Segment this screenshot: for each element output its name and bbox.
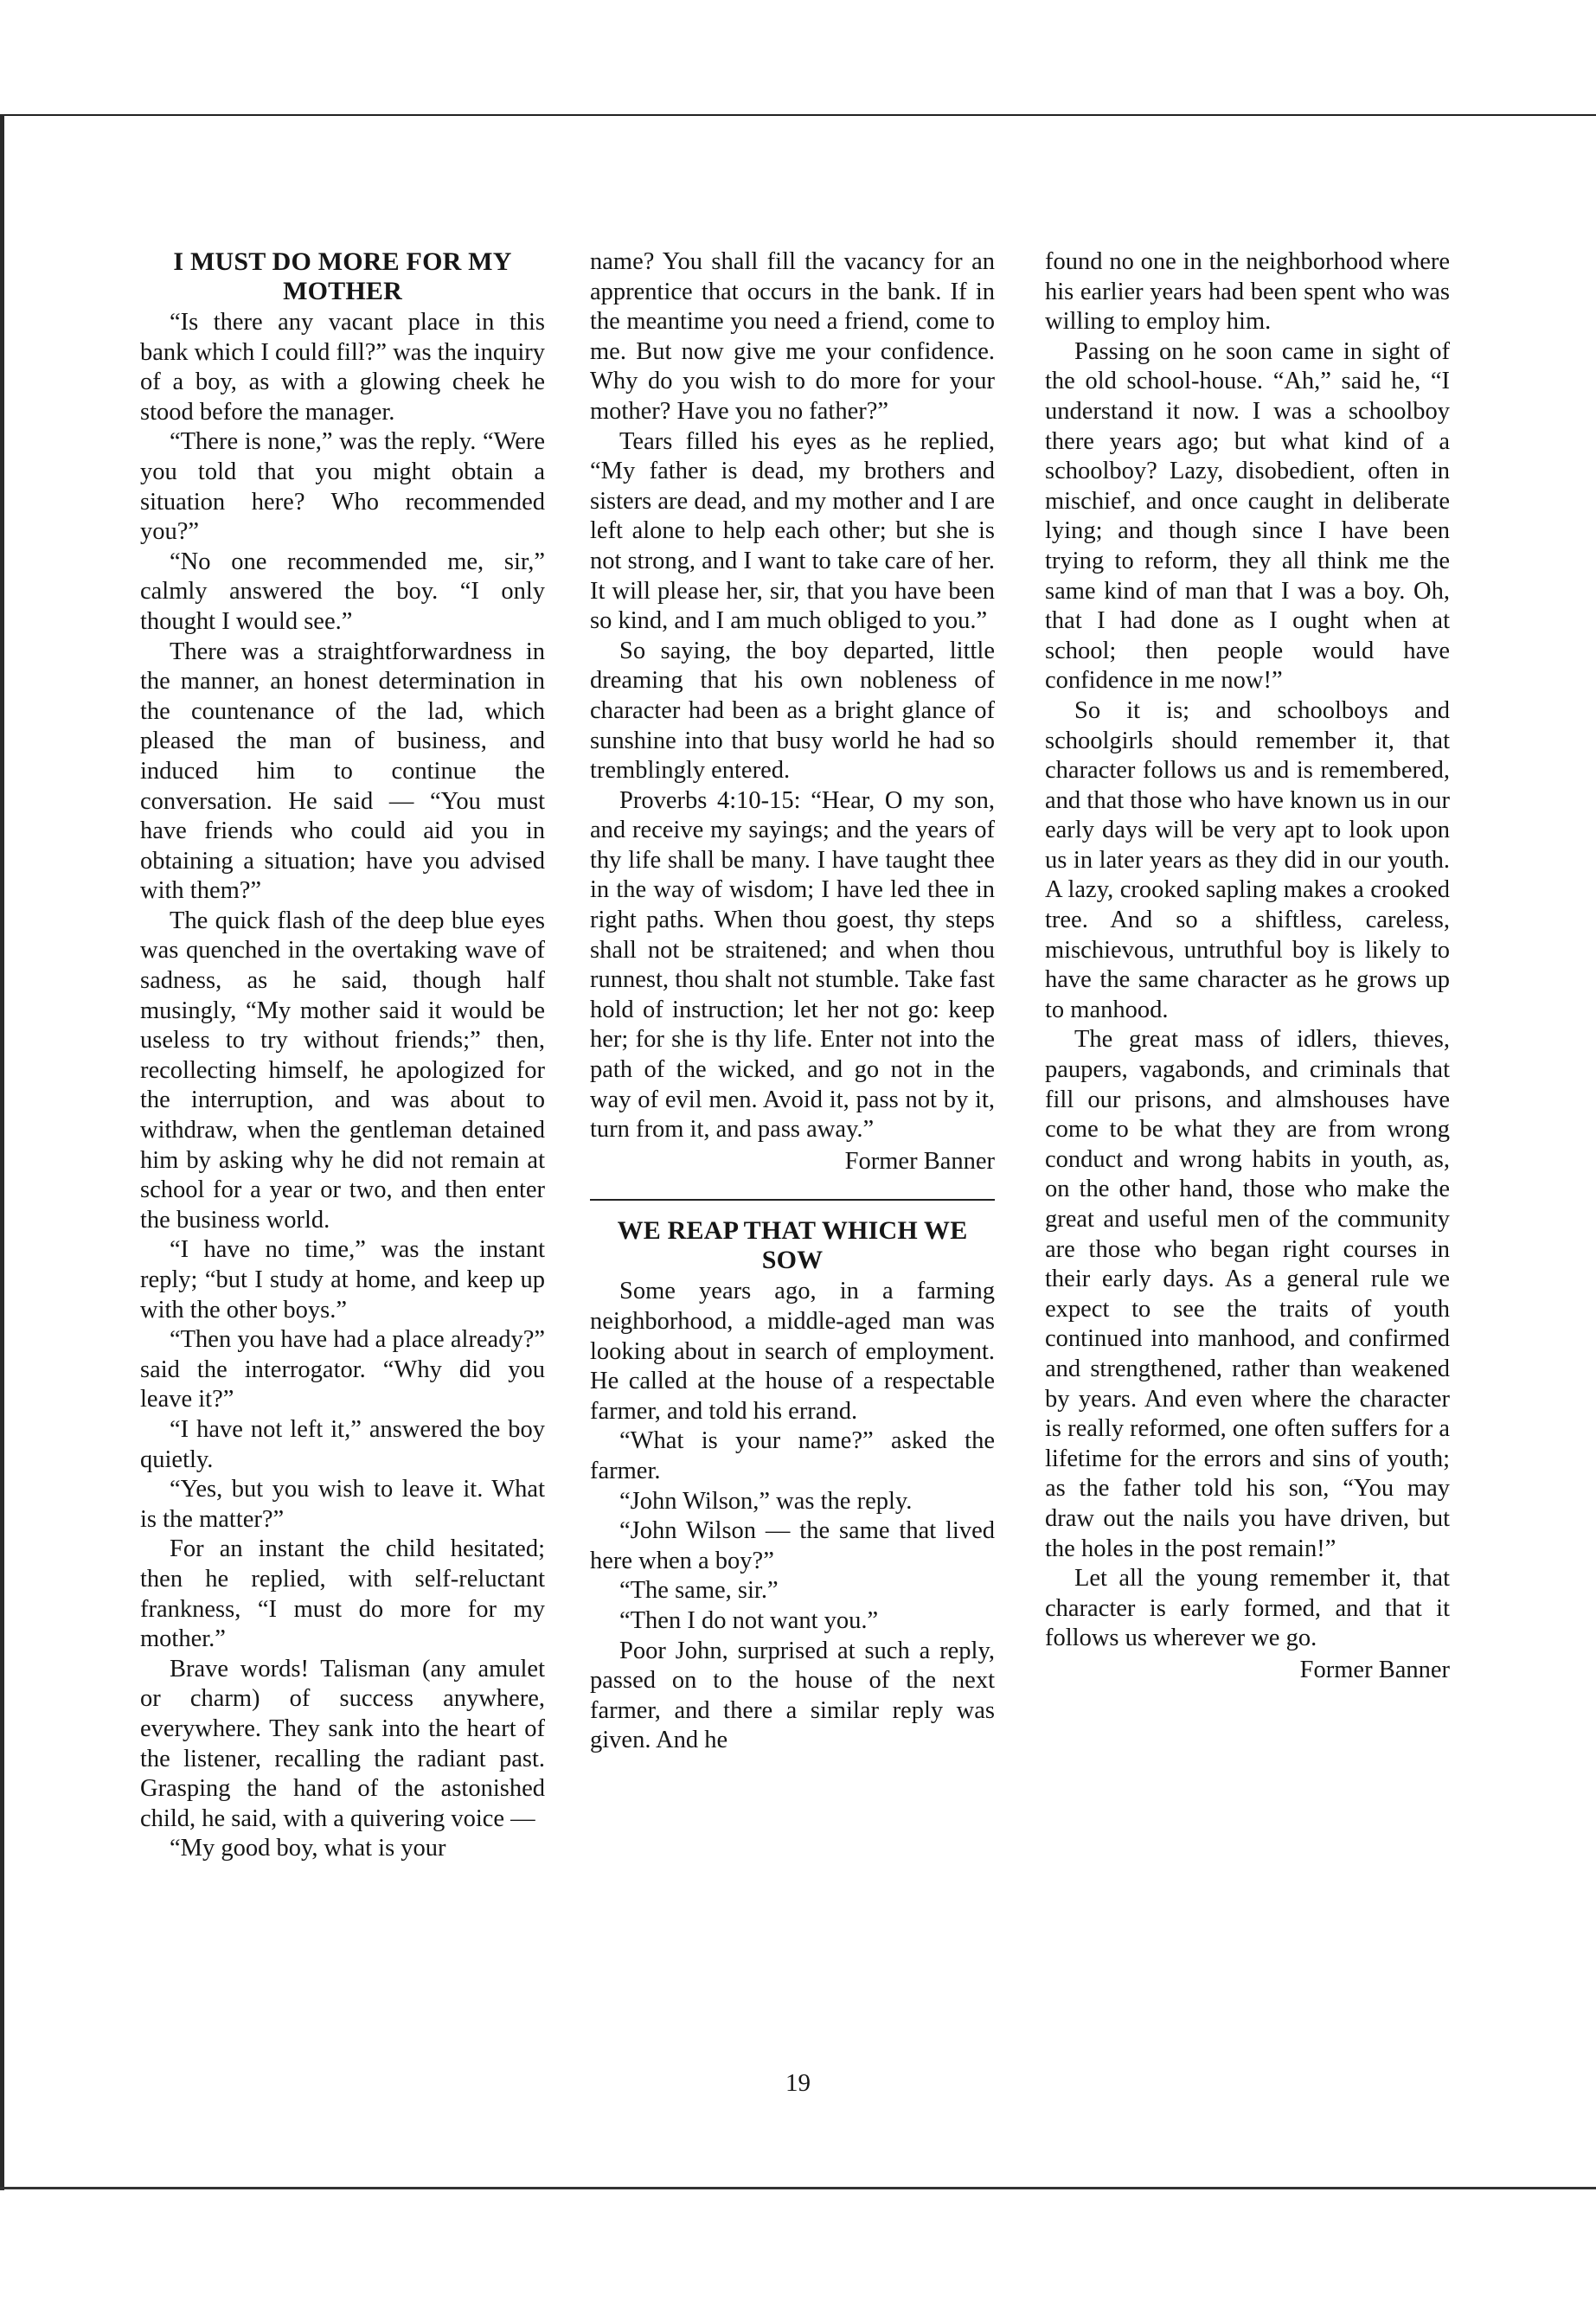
column-2 [590,247,995,1756]
paragraph: “What is your name?” asked the farmer. [590,1427,995,1484]
paragraph: The great mass of idlers, thieves, paupers, vagabonds, and criminals that fill our prisons, and almshouses have come to be what they are from wrong conduct and wrong habits in youth, as, on the other hand, those who make the great and useful men of the community are those who began right courses in their early days. As a general rule we expect to see the traits of youth continued into manhood, and confirmed and strengthened, rather than weakened by years. And even where the character is really reformed, one often suffers for a lifetime for the errors and sins of youth; as the father told his son, “You may draw out the nails you have driven, but the holes in the post remain!” [1045,1026,1450,1562]
paragraph: Brave words! Talisman (any amulet or charm) of success anywhere, everywhere. They sank into the heart of the listener, recalling the radiant past. Grasping the hand of the astonished child, he said, with a quivering voice — [140,1655,545,1832]
article-1-title: I MUST DO MORE FOR MY MOTHER [173,247,512,305]
paragraph: “There is none,” was the reply. “Were you told that you might obtain a situation here? Who recommended you?” [140,428,545,546]
page-number: 19 [785,2069,811,2097]
paragraph: name? You shall fill the vacancy for an apprentice that occurs in the bank. If in the meantime you need a friend, come to me. But now give me your confidence. Why do you wish to do more for your mother? Have you no father?” [590,248,995,425]
paragraph: “I have not left it,” answered the boy quietly. [140,1415,545,1473]
paragraph: “The same, sir.” [619,1577,779,1605]
paragraph: Passing on he soon came in sight of the old school-house. “Ah,” said he, “I understand it now. I was a schoolboy there years ago; but what kind of a schoolboy? Lazy, disobedient, often in mischief, and once caught in deliberate lying; and though since I have been trying to reform, they all think me the same kind of man that I was a boy. Oh, that I had done as I ought when at school; then people would have confidence in me now!” [1045,337,1450,695]
paragraph: “No one recommended me, sir,” calmly answered the boy. “I only thought I would see.” [140,548,545,635]
article-1-attribution: Former Banner [844,1147,995,1175]
paragraph: “Is there any vacant place in this bank which I could fill?” was the inquiry of a boy, as with a glowing cheek he stood before the manager. [140,309,545,426]
paragraph: So saying, the boy departed, little dreaming that his own nobleness of character had been as a bright glance of sunshine into that busy world he had so tremblingly entered. [590,637,995,785]
paragraph: “My good boy, what is your [170,1835,446,1862]
paragraph: The quick flash of the deep blue eyes was quenched in the overtaking wave of sadness, as he said, though half musingly, “My mother said it would be useless to try without friends;” then, recollecting himself, he apologized for the interruption, and was about to withdraw, when the gentleman detained him by asking why he did not remain at school for a year or two, and then enter the business world. [140,907,545,1234]
paragraph: Let all the young remember it, that character is early formed, and that it follows us wherever we go. [1045,1565,1450,1652]
paragraph: So it is; and schoolboys and schoolgirls should remember it, that character follows us and is remembered, and that those who have known us in our early days will be very apt to look upon us in later years as they did in our youth. A lazy, crooked sapling makes a crooked tree. And so a shiftless, careless, mischievous, untruthful boy is likely to have the same character as he grows up to manhood. [1045,696,1450,1023]
paragraph: found no one in the neighborhood where his earlier years had been spent who was willing to employ him. [1045,248,1450,336]
article-2-attribution: Former Banner [1299,1656,1450,1683]
column-1 [140,247,545,1864]
paragraph: Poor John, surprised at such a reply, passed on to the house of the next farmer, and there a similar reply was given. And he [590,1637,995,1754]
paragraph: Tears filled his eyes as he replied, “My father is dead, my brothers and sisters are dead, and my mother and I are left alone to help each other; but she is not strong, and I want to take care of her. It will please her, sir, that you have been so kind, and I am much obliged to you.” [590,427,995,635]
paragraph: “Then I do not want you.” [619,1606,879,1634]
paragraph: “Yes, but you wish to leave it. What is the matter?” [140,1476,545,1533]
paragraph: There was a straightforwardness in the manner, an honest determination in the countenance of the lad, which pleased the man of business, and induced him to continue the conversation. He said — “You must have friends who could aid you in obtaining a situation; have you advised with them?” [140,638,545,905]
paragraph: For an instant the child hesitated; then he replied, with self-reluctant frankness, “I must do more for my mother.” [140,1535,545,1653]
paragraph: “Then you have had a place already?” said the interrogator. “Why did you leave it?” [140,1326,545,1413]
article-2-title: WE REAP THAT WHICH WE SOW [617,1216,968,1275]
page-left-edge [0,114,4,2190]
paragraph: “I have no time,” was the instant reply; “but I study at home, and keep up with the other boys.” [140,1236,545,1324]
paragraph: Proverbs 4:10-15: “Hear, O my son, and receive my sayings; and the years of thy life shall be many. I have taught thee in the way of wisdom; I have led thee in right paths. When thou goest, thy steps shall not be straitened; and when thou runnest, thou shalt not stumble. Take fast hold of instruction; let her not go: keep her; for she is thy life. Enter not into the path of the wicked, and go not in the way of evil men. Avoid it, pass not by it, turn from it, and pass away.” [590,786,995,1144]
page-bottom-edge [0,2187,1596,2189]
paragraph: “John Wilson — the same that lived here when a boy?” [590,1517,995,1574]
page-top-margin [0,0,1596,116]
column-3 [1045,247,1450,1686]
paragraph: “John Wilson,” was the reply. [619,1487,913,1515]
paragraph: Some years ago, in a farming neighborhood, a middle-aged man was looking about in search of employment. He called at the house of a respectable farmer, and told his errand. [590,1278,995,1425]
section-divider [590,1199,995,1201]
